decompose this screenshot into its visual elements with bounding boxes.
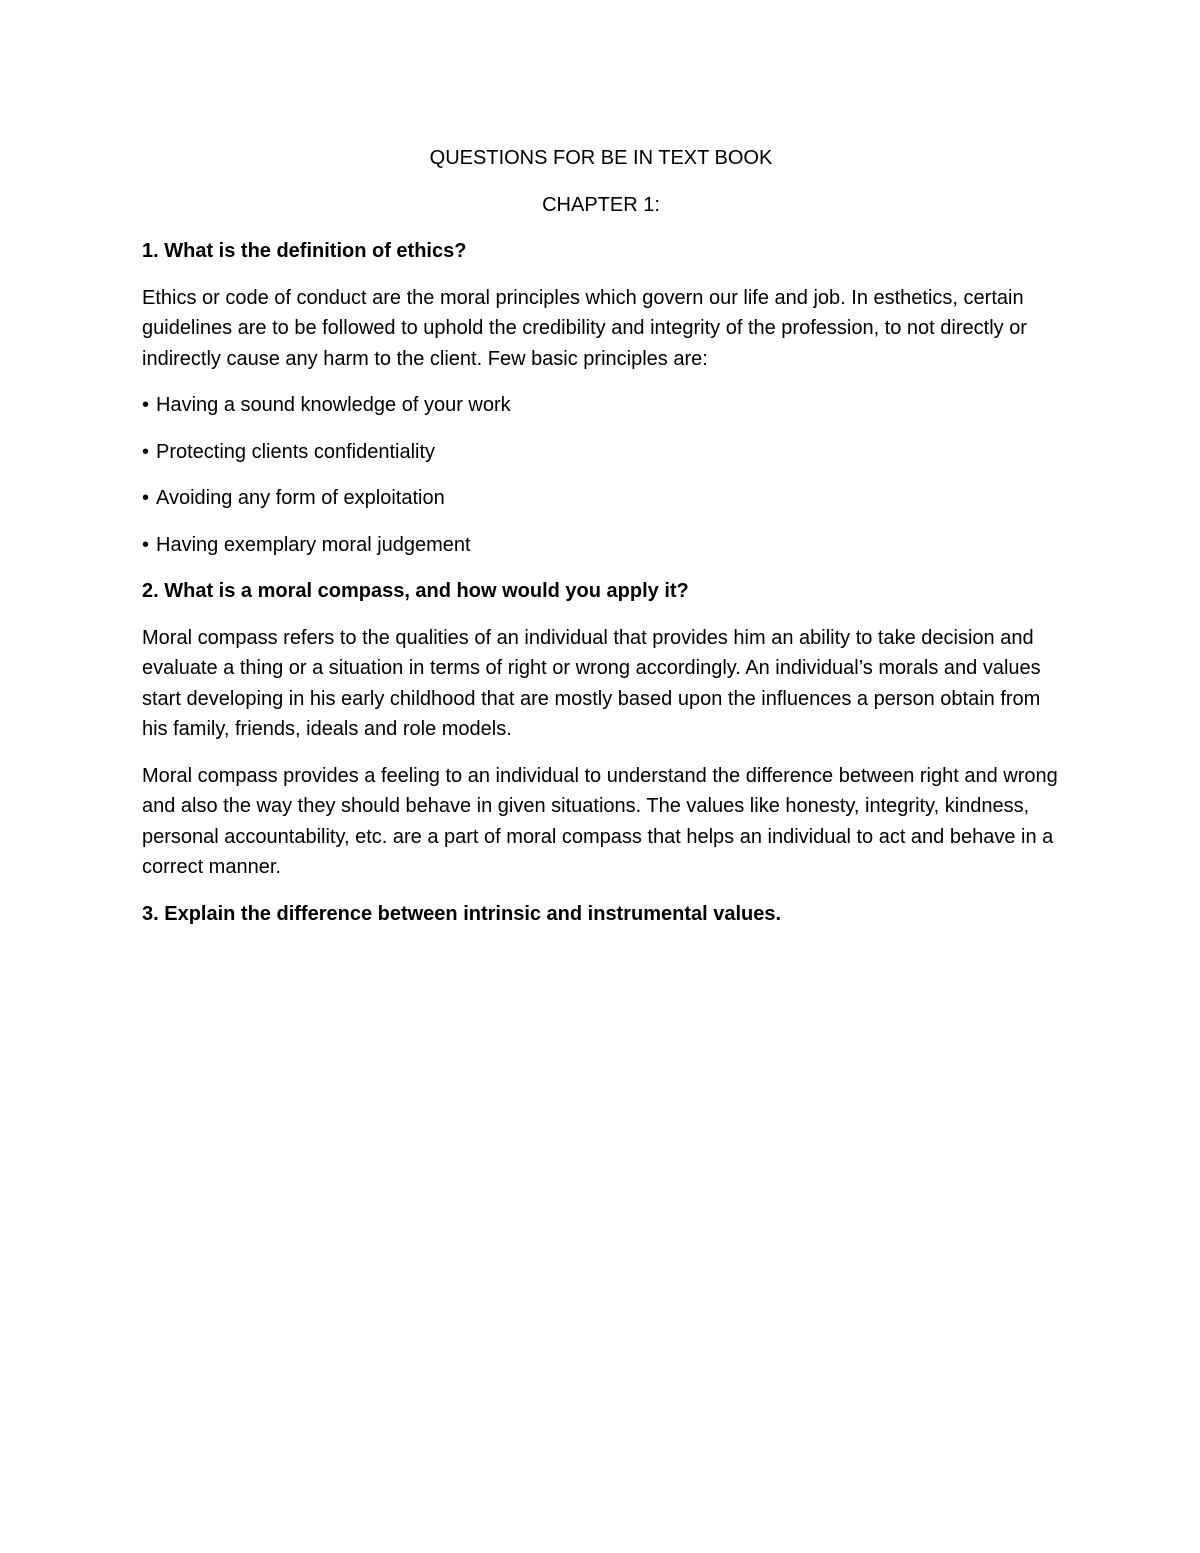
answer-2-paragraph-2: Moral compass provides a feeling to an individual to understand the difference between right and wrong and also the way they should behave in given situations. The values like honesty, integrity, kindness, personal accountability, etc. are a part of moral compass that helps an individual to act and behave in a correct manner.	[142, 764, 1058, 878]
bullet-icon: •	[142, 394, 150, 416]
question-2: 2. What is a moral compass, and how would you apply it?	[142, 580, 689, 602]
question-3: 3. Explain the difference between intrinsic and instrumental values.	[142, 902, 782, 925]
list-item-text: Having a sound knowledge of your work	[156, 394, 511, 416]
document-title: QUESTIONS FOR BE IN TEXT BOOK	[429, 147, 773, 169]
list-item-text: Avoiding any form of exploitation	[156, 487, 445, 509]
list-item	[142, 437, 1060, 468]
list-item-text: Protecting clients confidentiality	[156, 440, 436, 463]
list-item	[142, 530, 1060, 561]
question-1: 1. What is the definition of ethics?	[142, 240, 467, 262]
answer-1-paragraph: Ethics or code of conduct are the moral principles which govern our life and job. In esthetics, certain guidelines are to be followed to uphold the credibility and integrity of the profession, to not directly or indirectly cause any harm to the client. Few basic principles are:	[142, 286, 1027, 370]
list-item-text: Having exemplary moral judgement	[156, 533, 471, 556]
document-content	[142, 143, 1060, 945]
bullet-icon: •	[142, 533, 150, 556]
answer-2-paragraph-1: Moral compass refers to the qualities of an individual that provides him an ability to take decision and evaluate a thing or a situation in terms of right or wrong accordingly. An individual’s morals and values start developing in his early childhood that are mostly based upon the influences a person obtain from his family, friends, ideals and role models.	[142, 626, 1041, 740]
list-item	[142, 483, 1060, 514]
principles-list	[142, 390, 1060, 560]
list-item	[142, 390, 1060, 421]
chapter-heading: CHAPTER 1:	[542, 193, 660, 216]
bullet-icon: •	[142, 440, 150, 463]
bullet-icon: •	[142, 487, 150, 509]
